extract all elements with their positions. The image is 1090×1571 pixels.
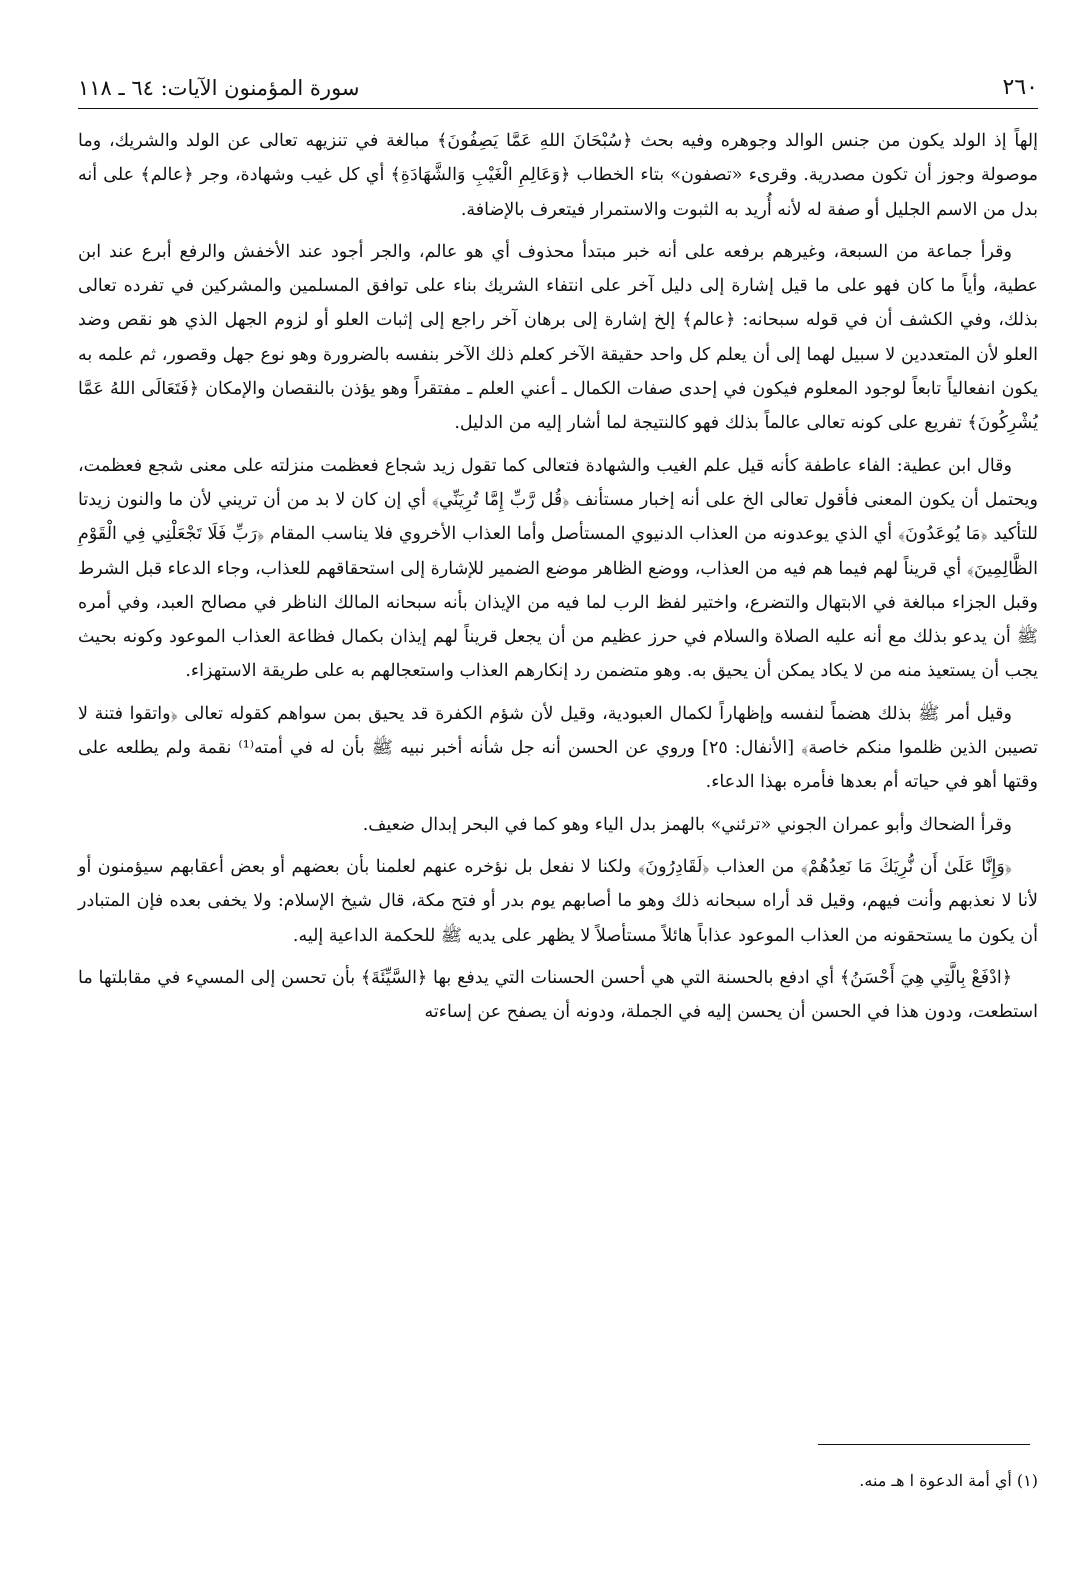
paragraph-5: وقرأ الضحاك وأبو عمران الجوني «ترئني» بالهمز بدل الياء وهو كما في البحر إبدال ضعيف. (362, 814, 1012, 835)
paragraph-4: وقيل أمر ﷺ بذلك هضماً لنفسه وإظهاراً لكمال العبودية، وقيل لأن شؤم الكفرة قد يحيق بمن سواهم كقوله تعالى ﴿واتقوا فتنة لا تصيبن الذين ظلموا منكم خاصة﴾ [الأنفال: ٢٥] وروي عن الحسن أنه جل شأنه أخبر نبيه ﷺ بأن له في أمته⁽¹⁾ نقمة ولم يطلعه على وقتها أهو في حياته أم بعدها فأمره بهذا الدعاء. (78, 703, 1039, 793)
paragraph-3: وقال ابن عطية: الفاء عاطفة كأنه قيل علم الغيب والشهادة فتعالى كما تقول زيد شجاع فعظمت منزلته على معنى شجع فعظمت، ويحتمل أن يكون المعنى فأقول تعالى الخ على أنه إخبار مستأنف ﴿قُل رَّبِّ إِمَّا تُرِيَنِّي﴾ أي إن كان لا بد من أن تريني لأن ما والنون زيدتا للتأكيد ﴿مَا يُوعَدُونَ﴾ أي الذي يوعدونه من العذاب الدنيوي المستأصل وأما العذاب الأخروي فلا يناسب المقام ﴿رَبِّ فَلَا تَجْعَلْنِي فِي الْقَوْمِ الظَّالِمِينَ﴾ أي قريناً لهم فيما هم فيه من العذاب، ووضع الظاهر موضع الضمير للإشارة إلى استحقاقهم للعذاب، وجاء الدعاء قبل الشرط وقبل الجزاء مبالغة في الابتهال والتضرع، واختير لفظ الرب لما فيه من الإيذان بأنه سبحانه المالك الناظر في مصالح العبد، وفي أمره ﷺ أن يدعو بذلك مع أنه عليه الصلاة والسلام في حرز عظيم من أن يجعل قريناً لهم إيذان بكمال فظاعة العذاب الموعود وكونه بحيث يجب أن يستعيذ منه من لا يكاد يمكن أن يحيق به. وهو متضمن رد إنكارهم العذاب واستعجالهم به على طريقة الاستهزاء. (78, 455, 1038, 682)
commentary-text (78, 124, 1038, 1037)
surah-header: سورة المؤمنون الآيات: ٦٤ ـ ١١٨ (78, 76, 360, 100)
paragraph-2: وقرأ جماعة من السبعة، وغيرهم برفعه على أنه خبر مبتدأ محذوف أي هو عالم، والجر أجود عند الأخفش والرفع أبرع عند ابن عطية، وأياً ما كان فهو على ما قيل إشارة إلى دليل آخر على انتفاء الشريك بناء على توافق المسلمين والمشركين في تفرده تعالى بذلك، وفي الكشف أن في قوله سبحانه: ﴿عالم﴾ إلخ إشارة إلى برهان آخر راجع إلى إثبات العلو أو لزوم الجهل الذي هو نقص وضد العلو لأن المتعددين لا سبيل لهما إلى أن يعلم كل واحد حقيقة الآخر كعلم ذلك الآخر بنفسه بالضرورة وهو نوع جهل وقصور، ثم علمه به يكون انفعالياً تابعاً لوجود المعلوم فيكون في إحدى صفات الكمال ـ أعني العلم ـ مفتقراً وهو يؤذن بالنقصان والإمكان ﴿فَتَعَالَى اللهُ عَمَّا يُشْرِكُونَ﴾ تفريع على كونه تعالى عالماً بذلك فهو كالنتيجة لما أشار إليه من الدليل. (78, 241, 1038, 434)
paragraph-7: ﴿ادْفَعْ بِالَّتِي هِيَ أَحْسَنُ﴾ أي ادفع بالحسنة التي هي أحسن الحسنات التي يدفع بها ﴿السَّيِّئَةَ﴾ بأن تحسن إلى المسيء في مقابلتها ما استطعت، ودون هذا في الحسن أن يحسن إليه في الجملة، ودونه أن يصفح عن إساءته (78, 967, 1038, 1023)
paragraph-6: ﴿وَإِنَّا عَلَىٰ أَن نُّرِيَكَ مَا نَعِدُهُمْ﴾ من العذاب ﴿لَقَادِرُونَ﴾ ولكنا لا نفعل بل نؤخره عنهم لعلمنا بأن بعضهم أو بعض أعقابهم سيؤمنون أو لأنا لا نعذبهم وأنت فيهم، وقيل قد أراه سبحانه ذلك وهو ما أصابهم يوم بدر أو فتح مكة، قال شيخ الإسلام: ولا يخفى بعده فإن المتبادر أن يكون ما يستحقونه من العذاب الموعود عذاباً هائلاً مستأصلاً لا يظهر على يديه ﷺ للحكمة الداعية إليه. (78, 856, 1038, 946)
paragraph-1: إلهاً إذ الولد يكون من جنس الوالد وجوهره وفيه بحث ﴿سُبْحَانَ اللهِ عَمَّا يَصِفُونَ﴾ مبالغة في تنزيهه تعالى عن الولد والشريك، وما موصولة وجوز أن تكون مصدرية. وقرىء «تصفون» بتاء الخطاب ﴿وَعَالِمِ الْغَيْبِ وَالشَّهَادَةِ﴾ أي كل غيب وشهادة، وجر ﴿عالم﴾ على أنه بدل من الاسم الجليل أو صفة له لأنه أُريد به الثبوت والاستمرار فيتعرف بالإضافة. (78, 131, 1038, 220)
footnote: (١) أي أمة الدعوة ا هـ منه. (859, 1471, 1038, 1490)
running-head (78, 68, 1038, 109)
footnote-divider (818, 1444, 1030, 1445)
page-number: ٢٦٠ (1002, 75, 1038, 100)
